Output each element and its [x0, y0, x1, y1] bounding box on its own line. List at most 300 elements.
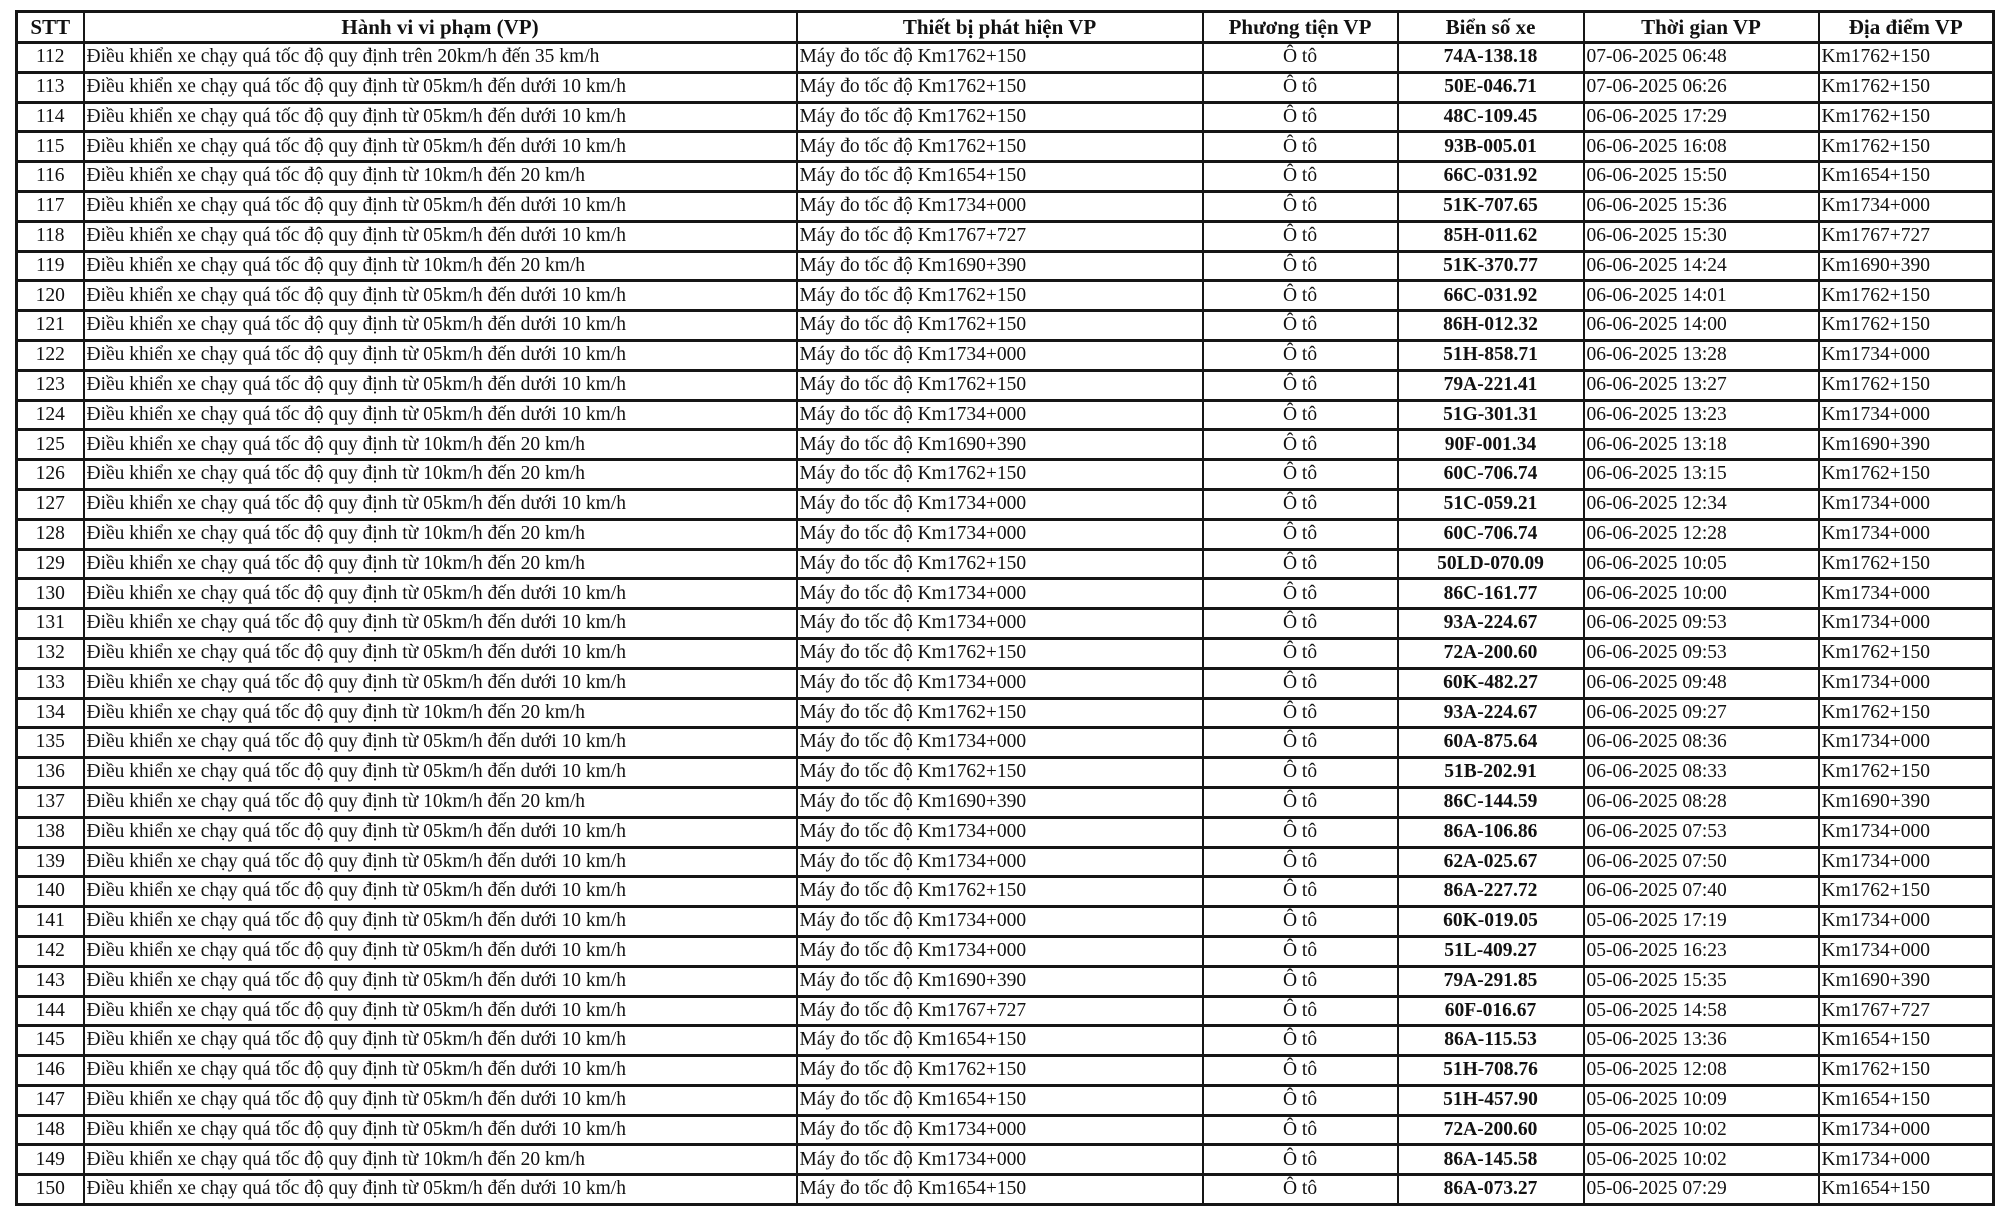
cell-time: 06-06-2025 15:36 — [1584, 191, 1819, 221]
cell-vehicle: Ô tô — [1203, 519, 1398, 549]
cell-device: Máy đo tốc độ Km1734+000 — [797, 1145, 1203, 1175]
cell-device: Máy đo tốc độ Km1762+150 — [797, 460, 1203, 490]
cell-vehicle: Ô tô — [1203, 907, 1398, 937]
header-plate: Biển số xe — [1398, 12, 1584, 43]
cell-device: Máy đo tốc độ Km1734+000 — [797, 728, 1203, 758]
cell-vehicle: Ô tô — [1203, 758, 1398, 788]
cell-plate: 86C-161.77 — [1398, 579, 1584, 609]
table-row — [17, 311, 1994, 341]
cell-device: Máy đo tốc độ Km1762+150 — [797, 132, 1203, 162]
header-violation: Hành vi vi phạm (VP) — [84, 12, 797, 43]
table-row — [17, 340, 1994, 370]
cell-plate: 51H-708.76 — [1398, 1056, 1584, 1086]
cell-plate: 79A-291.85 — [1398, 966, 1584, 996]
cell-time: 06-06-2025 13:18 — [1584, 430, 1819, 460]
cell-violation: Điều khiển xe chạy quá tốc độ quy định từ 05km/h đến dưới 10 km/h — [84, 340, 797, 370]
cell-location: Km1762+150 — [1819, 460, 1994, 490]
cell-vehicle: Ô tô — [1203, 996, 1398, 1026]
cell-time: 06-06-2025 08:28 — [1584, 787, 1819, 817]
cell-device: Máy đo tốc độ Km1762+150 — [797, 72, 1203, 102]
cell-plate: 66C-031.92 — [1398, 162, 1584, 192]
cell-plate: 51L-409.27 — [1398, 936, 1584, 966]
cell-vehicle: Ô tô — [1203, 787, 1398, 817]
cell-device: Máy đo tốc độ Km1734+000 — [797, 191, 1203, 221]
cell-plate: 66C-031.92 — [1398, 281, 1584, 311]
cell-plate: 51H-858.71 — [1398, 340, 1584, 370]
cell-stt: 125 — [17, 430, 84, 460]
cell-stt: 112 — [17, 43, 84, 73]
cell-violation: Điều khiển xe chạy quá tốc độ quy định từ 05km/h đến dưới 10 km/h — [84, 400, 797, 430]
cell-vehicle: Ô tô — [1203, 489, 1398, 519]
cell-violation: Điều khiển xe chạy quá tốc độ quy định từ 05km/h đến dưới 10 km/h — [84, 877, 797, 907]
cell-time: 06-06-2025 10:00 — [1584, 579, 1819, 609]
table-row — [17, 698, 1994, 728]
cell-violation: Điều khiển xe chạy quá tốc độ quy định từ 05km/h đến dưới 10 km/h — [84, 579, 797, 609]
cell-plate: 86A-073.27 — [1398, 1175, 1584, 1205]
cell-stt: 146 — [17, 1056, 84, 1086]
cell-location: Km1734+000 — [1819, 1115, 1994, 1145]
cell-device: Máy đo tốc độ Km1654+150 — [797, 1085, 1203, 1115]
cell-plate: 60C-706.74 — [1398, 460, 1584, 490]
cell-vehicle: Ô tô — [1203, 281, 1398, 311]
cell-stt: 147 — [17, 1085, 84, 1115]
table-row — [17, 370, 1994, 400]
cell-stt: 123 — [17, 370, 84, 400]
table-row — [17, 907, 1994, 937]
cell-violation: Điều khiển xe chạy quá tốc độ quy định từ 10km/h đến 20 km/h — [84, 1145, 797, 1175]
cell-time: 06-06-2025 13:28 — [1584, 340, 1819, 370]
header-stt: STT — [17, 12, 84, 43]
cell-time: 06-06-2025 09:48 — [1584, 668, 1819, 698]
cell-time: 06-06-2025 09:27 — [1584, 698, 1819, 728]
cell-vehicle: Ô tô — [1203, 668, 1398, 698]
cell-device: Máy đo tốc độ Km1734+000 — [797, 847, 1203, 877]
cell-time: 06-06-2025 15:50 — [1584, 162, 1819, 192]
cell-violation: Điều khiển xe chạy quá tốc độ quy định từ 05km/h đến dưới 10 km/h — [84, 609, 797, 639]
cell-location: Km1734+000 — [1819, 728, 1994, 758]
cell-time: 06-06-2025 13:23 — [1584, 400, 1819, 430]
cell-location: Km1690+390 — [1819, 251, 1994, 281]
cell-time: 05-06-2025 07:29 — [1584, 1175, 1819, 1205]
cell-violation: Điều khiển xe chạy quá tốc độ quy định từ 05km/h đến dưới 10 km/h — [84, 1026, 797, 1056]
cell-device: Máy đo tốc độ Km1762+150 — [797, 638, 1203, 668]
cell-device: Máy đo tốc độ Km1762+150 — [797, 43, 1203, 73]
cell-vehicle: Ô tô — [1203, 1056, 1398, 1086]
cell-vehicle: Ô tô — [1203, 132, 1398, 162]
cell-time: 05-06-2025 16:23 — [1584, 936, 1819, 966]
cell-device: Máy đo tốc độ Km1762+150 — [797, 698, 1203, 728]
cell-location: Km1734+000 — [1819, 400, 1994, 430]
cell-stt: 142 — [17, 936, 84, 966]
cell-device: Máy đo tốc độ Km1690+390 — [797, 966, 1203, 996]
cell-device: Máy đo tốc độ Km1767+727 — [797, 996, 1203, 1026]
cell-plate: 60C-706.74 — [1398, 519, 1584, 549]
cell-stt: 117 — [17, 191, 84, 221]
table-row — [17, 638, 1994, 668]
cell-stt: 150 — [17, 1175, 84, 1205]
cell-stt: 127 — [17, 489, 84, 519]
cell-device: Máy đo tốc độ Km1762+150 — [797, 102, 1203, 132]
cell-stt: 129 — [17, 549, 84, 579]
cell-device: Máy đo tốc độ Km1734+000 — [797, 579, 1203, 609]
cell-violation: Điều khiển xe chạy quá tốc độ quy định từ 10km/h đến 20 km/h — [84, 162, 797, 192]
cell-device: Máy đo tốc độ Km1734+000 — [797, 668, 1203, 698]
cell-plate: 60A-875.64 — [1398, 728, 1584, 758]
cell-device: Máy đo tốc độ Km1734+000 — [797, 609, 1203, 639]
cell-vehicle: Ô tô — [1203, 72, 1398, 102]
cell-time: 06-06-2025 09:53 — [1584, 609, 1819, 639]
cell-time: 07-06-2025 06:48 — [1584, 43, 1819, 73]
cell-time: 06-06-2025 12:28 — [1584, 519, 1819, 549]
cell-vehicle: Ô tô — [1203, 370, 1398, 400]
cell-vehicle: Ô tô — [1203, 966, 1398, 996]
cell-stt: 122 — [17, 340, 84, 370]
cell-violation: Điều khiển xe chạy quá tốc độ quy định trên 20km/h đến 35 km/h — [84, 43, 797, 73]
cell-violation: Điều khiển xe chạy quá tốc độ quy định từ 10km/h đến 20 km/h — [84, 519, 797, 549]
cell-violation: Điều khiển xe chạy quá tốc độ quy định từ 05km/h đến dưới 10 km/h — [84, 668, 797, 698]
cell-location: Km1762+150 — [1819, 638, 1994, 668]
cell-vehicle: Ô tô — [1203, 1085, 1398, 1115]
cell-stt: 118 — [17, 221, 84, 251]
table-row — [17, 72, 1994, 102]
cell-plate: 86H-012.32 — [1398, 311, 1584, 341]
cell-plate: 86C-144.59 — [1398, 787, 1584, 817]
cell-vehicle: Ô tô — [1203, 609, 1398, 639]
cell-violation: Điều khiển xe chạy quá tốc độ quy định từ 05km/h đến dưới 10 km/h — [84, 132, 797, 162]
cell-plate: 51G-301.31 — [1398, 400, 1584, 430]
table-row — [17, 1056, 1994, 1086]
cell-plate: 86A-115.53 — [1398, 1026, 1584, 1056]
cell-location: Km1762+150 — [1819, 877, 1994, 907]
table-row — [17, 549, 1994, 579]
cell-plate: 60K-019.05 — [1398, 907, 1584, 937]
cell-violation: Điều khiển xe chạy quá tốc độ quy định từ 05km/h đến dưới 10 km/h — [84, 72, 797, 102]
cell-vehicle: Ô tô — [1203, 251, 1398, 281]
cell-plate: 50E-046.71 — [1398, 72, 1584, 102]
cell-stt: 143 — [17, 966, 84, 996]
cell-location: Km1734+000 — [1819, 1145, 1994, 1175]
cell-violation: Điều khiển xe chạy quá tốc độ quy định từ 05km/h đến dưới 10 km/h — [84, 1115, 797, 1145]
cell-location: Km1734+000 — [1819, 489, 1994, 519]
cell-stt: 114 — [17, 102, 84, 132]
cell-stt: 138 — [17, 817, 84, 847]
header-row — [17, 12, 1994, 43]
cell-vehicle: Ô tô — [1203, 698, 1398, 728]
cell-violation: Điều khiển xe chạy quá tốc độ quy định từ 05km/h đến dưới 10 km/h — [84, 1175, 797, 1205]
cell-plate: 86A-106.86 — [1398, 817, 1584, 847]
cell-time: 05-06-2025 17:19 — [1584, 907, 1819, 937]
table-header — [17, 12, 1994, 43]
cell-device: Máy đo tốc độ Km1734+000 — [797, 936, 1203, 966]
cell-stt: 115 — [17, 132, 84, 162]
cell-time: 05-06-2025 10:02 — [1584, 1115, 1819, 1145]
cell-location: Km1734+000 — [1819, 907, 1994, 937]
cell-device: Máy đo tốc độ Km1734+000 — [797, 340, 1203, 370]
cell-vehicle: Ô tô — [1203, 1115, 1398, 1145]
cell-plate: 51H-457.90 — [1398, 1085, 1584, 1115]
cell-device: Máy đo tốc độ Km1690+390 — [797, 787, 1203, 817]
cell-stt: 130 — [17, 579, 84, 609]
cell-time: 06-06-2025 09:53 — [1584, 638, 1819, 668]
cell-plate: 93A-224.67 — [1398, 698, 1584, 728]
cell-vehicle: Ô tô — [1203, 847, 1398, 877]
cell-plate: 51C-059.21 — [1398, 489, 1584, 519]
cell-location: Km1734+000 — [1819, 817, 1994, 847]
cell-time: 05-06-2025 14:58 — [1584, 996, 1819, 1026]
cell-location: Km1654+150 — [1819, 162, 1994, 192]
cell-location: Km1762+150 — [1819, 549, 1994, 579]
cell-location: Km1762+150 — [1819, 370, 1994, 400]
cell-time: 06-06-2025 07:50 — [1584, 847, 1819, 877]
cell-stt: 148 — [17, 1115, 84, 1145]
table-row — [17, 966, 1994, 996]
cell-location: Km1767+727 — [1819, 996, 1994, 1026]
cell-stt: 137 — [17, 787, 84, 817]
cell-stt: 141 — [17, 907, 84, 937]
cell-stt: 134 — [17, 698, 84, 728]
cell-plate: 62A-025.67 — [1398, 847, 1584, 877]
cell-stt: 131 — [17, 609, 84, 639]
cell-time: 05-06-2025 13:36 — [1584, 1026, 1819, 1056]
cell-stt: 133 — [17, 668, 84, 698]
cell-violation: Điều khiển xe chạy quá tốc độ quy định từ 10km/h đến 20 km/h — [84, 460, 797, 490]
cell-plate: 93B-005.01 — [1398, 132, 1584, 162]
cell-plate: 60K-482.27 — [1398, 668, 1584, 698]
table-row — [17, 1115, 1994, 1145]
cell-vehicle: Ô tô — [1203, 638, 1398, 668]
cell-device: Máy đo tốc độ Km1734+000 — [797, 489, 1203, 519]
table-row — [17, 996, 1994, 1026]
table-row — [17, 221, 1994, 251]
table-row — [17, 609, 1994, 639]
cell-plate: 51K-370.77 — [1398, 251, 1584, 281]
table-row — [17, 43, 1994, 73]
cell-device: Máy đo tốc độ Km1654+150 — [797, 1026, 1203, 1056]
cell-device: Máy đo tốc độ Km1690+390 — [797, 430, 1203, 460]
cell-vehicle: Ô tô — [1203, 728, 1398, 758]
cell-time: 05-06-2025 12:08 — [1584, 1056, 1819, 1086]
cell-time: 05-06-2025 10:02 — [1584, 1145, 1819, 1175]
cell-device: Máy đo tốc độ Km1762+150 — [797, 1056, 1203, 1086]
table-row — [17, 668, 1994, 698]
cell-vehicle: Ô tô — [1203, 191, 1398, 221]
cell-vehicle: Ô tô — [1203, 221, 1398, 251]
cell-violation: Điều khiển xe chạy quá tốc độ quy định từ 05km/h đến dưới 10 km/h — [84, 758, 797, 788]
cell-violation: Điều khiển xe chạy quá tốc độ quy định từ 05km/h đến dưới 10 km/h — [84, 847, 797, 877]
cell-device: Máy đo tốc độ Km1734+000 — [797, 400, 1203, 430]
cell-stt: 139 — [17, 847, 84, 877]
cell-vehicle: Ô tô — [1203, 102, 1398, 132]
cell-time: 06-06-2025 14:24 — [1584, 251, 1819, 281]
cell-violation: Điều khiển xe chạy quá tốc độ quy định từ 05km/h đến dưới 10 km/h — [84, 966, 797, 996]
cell-violation: Điều khiển xe chạy quá tốc độ quy định từ 05km/h đến dưới 10 km/h — [84, 281, 797, 311]
cell-violation: Điều khiển xe chạy quá tốc độ quy định từ 05km/h đến dưới 10 km/h — [84, 102, 797, 132]
cell-location: Km1690+390 — [1819, 966, 1994, 996]
cell-stt: 119 — [17, 251, 84, 281]
cell-device: Máy đo tốc độ Km1654+150 — [797, 162, 1203, 192]
cell-violation: Điều khiển xe chạy quá tốc độ quy định từ 05km/h đến dưới 10 km/h — [84, 489, 797, 519]
cell-vehicle: Ô tô — [1203, 430, 1398, 460]
cell-time: 06-06-2025 07:53 — [1584, 817, 1819, 847]
cell-violation: Điều khiển xe chạy quá tốc độ quy định từ 05km/h đến dưới 10 km/h — [84, 936, 797, 966]
cell-location: Km1734+000 — [1819, 191, 1994, 221]
cell-stt: 121 — [17, 311, 84, 341]
cell-location: Km1762+150 — [1819, 1056, 1994, 1086]
cell-location: Km1654+150 — [1819, 1085, 1994, 1115]
cell-location: Km1762+150 — [1819, 311, 1994, 341]
cell-stt: 145 — [17, 1026, 84, 1056]
cell-location: Km1762+150 — [1819, 132, 1994, 162]
cell-vehicle: Ô tô — [1203, 43, 1398, 73]
cell-time: 06-06-2025 17:29 — [1584, 102, 1819, 132]
cell-plate: 72A-200.60 — [1398, 1115, 1584, 1145]
cell-location: Km1734+000 — [1819, 579, 1994, 609]
cell-vehicle: Ô tô — [1203, 162, 1398, 192]
table-row — [17, 162, 1994, 192]
cell-stt: 135 — [17, 728, 84, 758]
cell-violation: Điều khiển xe chạy quá tốc độ quy định từ 05km/h đến dưới 10 km/h — [84, 996, 797, 1026]
header-location: Địa điểm VP — [1819, 12, 1994, 43]
violations-table — [15, 10, 1995, 1206]
cell-time: 06-06-2025 08:33 — [1584, 758, 1819, 788]
cell-device: Máy đo tốc độ Km1734+000 — [797, 1115, 1203, 1145]
table-row — [17, 1145, 1994, 1175]
cell-location: Km1734+000 — [1819, 340, 1994, 370]
cell-plate: 74A-138.18 — [1398, 43, 1584, 73]
cell-stt: 120 — [17, 281, 84, 311]
cell-stt: 149 — [17, 1145, 84, 1175]
table-row — [17, 728, 1994, 758]
cell-time: 06-06-2025 13:15 — [1584, 460, 1819, 490]
table-row — [17, 519, 1994, 549]
table-row — [17, 1175, 1994, 1205]
cell-violation: Điều khiển xe chạy quá tốc độ quy định từ 10km/h đến 20 km/h — [84, 549, 797, 579]
cell-stt: 113 — [17, 72, 84, 102]
cell-location: Km1734+000 — [1819, 668, 1994, 698]
table-row — [17, 430, 1994, 460]
cell-vehicle: Ô tô — [1203, 877, 1398, 907]
cell-time: 06-06-2025 16:08 — [1584, 132, 1819, 162]
header-device: Thiết bị phát hiện VP — [797, 12, 1203, 43]
table-row — [17, 847, 1994, 877]
cell-violation: Điều khiển xe chạy quá tốc độ quy định từ 05km/h đến dưới 10 km/h — [84, 907, 797, 937]
cell-location: Km1690+390 — [1819, 430, 1994, 460]
cell-plate: 51K-707.65 — [1398, 191, 1584, 221]
cell-plate: 93A-224.67 — [1398, 609, 1584, 639]
cell-time: 06-06-2025 07:40 — [1584, 877, 1819, 907]
cell-location: Km1734+000 — [1819, 936, 1994, 966]
cell-plate: 50LD-070.09 — [1398, 549, 1584, 579]
table-row — [17, 132, 1994, 162]
cell-violation: Điều khiển xe chạy quá tốc độ quy định từ 05km/h đến dưới 10 km/h — [84, 1056, 797, 1086]
cell-time: 06-06-2025 14:01 — [1584, 281, 1819, 311]
cell-vehicle: Ô tô — [1203, 340, 1398, 370]
header-vehicle: Phương tiện VP — [1203, 12, 1398, 43]
cell-stt: 136 — [17, 758, 84, 788]
cell-vehicle: Ô tô — [1203, 311, 1398, 341]
table-row — [17, 400, 1994, 430]
cell-location: Km1734+000 — [1819, 519, 1994, 549]
cell-violation: Điều khiển xe chạy quá tốc độ quy định từ 05km/h đến dưới 10 km/h — [84, 817, 797, 847]
cell-time: 06-06-2025 10:05 — [1584, 549, 1819, 579]
cell-location: Km1762+150 — [1819, 698, 1994, 728]
cell-device: Máy đo tốc độ Km1654+150 — [797, 1175, 1203, 1205]
cell-violation: Điều khiển xe chạy quá tốc độ quy định từ 05km/h đến dưới 10 km/h — [84, 1085, 797, 1115]
cell-violation: Điều khiển xe chạy quá tốc độ quy định từ 10km/h đến 20 km/h — [84, 430, 797, 460]
cell-plate: 86A-227.72 — [1398, 877, 1584, 907]
cell-plate: 90F-001.34 — [1398, 430, 1584, 460]
cell-device: Máy đo tốc độ Km1762+150 — [797, 758, 1203, 788]
cell-location: Km1734+000 — [1819, 847, 1994, 877]
table-row — [17, 251, 1994, 281]
table-row — [17, 191, 1994, 221]
cell-time: 07-06-2025 06:26 — [1584, 72, 1819, 102]
cell-device: Máy đo tốc độ Km1734+000 — [797, 907, 1203, 937]
table-row — [17, 877, 1994, 907]
table-row — [17, 489, 1994, 519]
cell-violation: Điều khiển xe chạy quá tốc độ quy định từ 10km/h đến 20 km/h — [84, 787, 797, 817]
table-row — [17, 936, 1994, 966]
cell-location: Km1654+150 — [1819, 1175, 1994, 1205]
cell-vehicle: Ô tô — [1203, 936, 1398, 966]
header-time: Thời gian VP — [1584, 12, 1819, 43]
table-row — [17, 1026, 1994, 1056]
cell-plate: 48C-109.45 — [1398, 102, 1584, 132]
cell-violation: Điều khiển xe chạy quá tốc độ quy định từ 10km/h đến 20 km/h — [84, 698, 797, 728]
cell-time: 06-06-2025 15:30 — [1584, 221, 1819, 251]
cell-device: Máy đo tốc độ Km1762+150 — [797, 311, 1203, 341]
cell-stt: 144 — [17, 996, 84, 1026]
cell-plate: 86A-145.58 — [1398, 1145, 1584, 1175]
cell-location: Km1762+150 — [1819, 281, 1994, 311]
table-row — [17, 787, 1994, 817]
cell-violation: Điều khiển xe chạy quá tốc độ quy định từ 10km/h đến 20 km/h — [84, 251, 797, 281]
cell-location: Km1690+390 — [1819, 787, 1994, 817]
cell-device: Máy đo tốc độ Km1734+000 — [797, 817, 1203, 847]
cell-vehicle: Ô tô — [1203, 549, 1398, 579]
cell-vehicle: Ô tô — [1203, 579, 1398, 609]
cell-stt: 116 — [17, 162, 84, 192]
cell-violation: Điều khiển xe chạy quá tốc độ quy định từ 05km/h đến dưới 10 km/h — [84, 221, 797, 251]
cell-vehicle: Ô tô — [1203, 1175, 1398, 1205]
cell-device: Máy đo tốc độ Km1734+000 — [797, 519, 1203, 549]
table-row — [17, 102, 1994, 132]
table-row — [17, 817, 1994, 847]
cell-violation: Điều khiển xe chạy quá tốc độ quy định từ 05km/h đến dưới 10 km/h — [84, 370, 797, 400]
table-row — [17, 281, 1994, 311]
cell-vehicle: Ô tô — [1203, 817, 1398, 847]
cell-device: Máy đo tốc độ Km1690+390 — [797, 251, 1203, 281]
cell-vehicle: Ô tô — [1203, 1145, 1398, 1175]
cell-time: 06-06-2025 14:00 — [1584, 311, 1819, 341]
cell-device: Máy đo tốc độ Km1762+150 — [797, 549, 1203, 579]
table-row — [17, 758, 1994, 788]
cell-time: 06-06-2025 12:34 — [1584, 489, 1819, 519]
cell-time: 06-06-2025 13:27 — [1584, 370, 1819, 400]
cell-location: Km1767+727 — [1819, 221, 1994, 251]
cell-location: Km1762+150 — [1819, 102, 1994, 132]
cell-violation: Điều khiển xe chạy quá tốc độ quy định từ 05km/h đến dưới 10 km/h — [84, 638, 797, 668]
cell-vehicle: Ô tô — [1203, 460, 1398, 490]
cell-plate: 85H-011.62 — [1398, 221, 1584, 251]
cell-plate: 60F-016.67 — [1398, 996, 1584, 1026]
cell-plate: 72A-200.60 — [1398, 638, 1584, 668]
cell-violation: Điều khiển xe chạy quá tốc độ quy định từ 05km/h đến dưới 10 km/h — [84, 728, 797, 758]
cell-location: Km1762+150 — [1819, 758, 1994, 788]
cell-plate: 79A-221.41 — [1398, 370, 1584, 400]
cell-device: Máy đo tốc độ Km1767+727 — [797, 221, 1203, 251]
cell-location: Km1762+150 — [1819, 72, 1994, 102]
